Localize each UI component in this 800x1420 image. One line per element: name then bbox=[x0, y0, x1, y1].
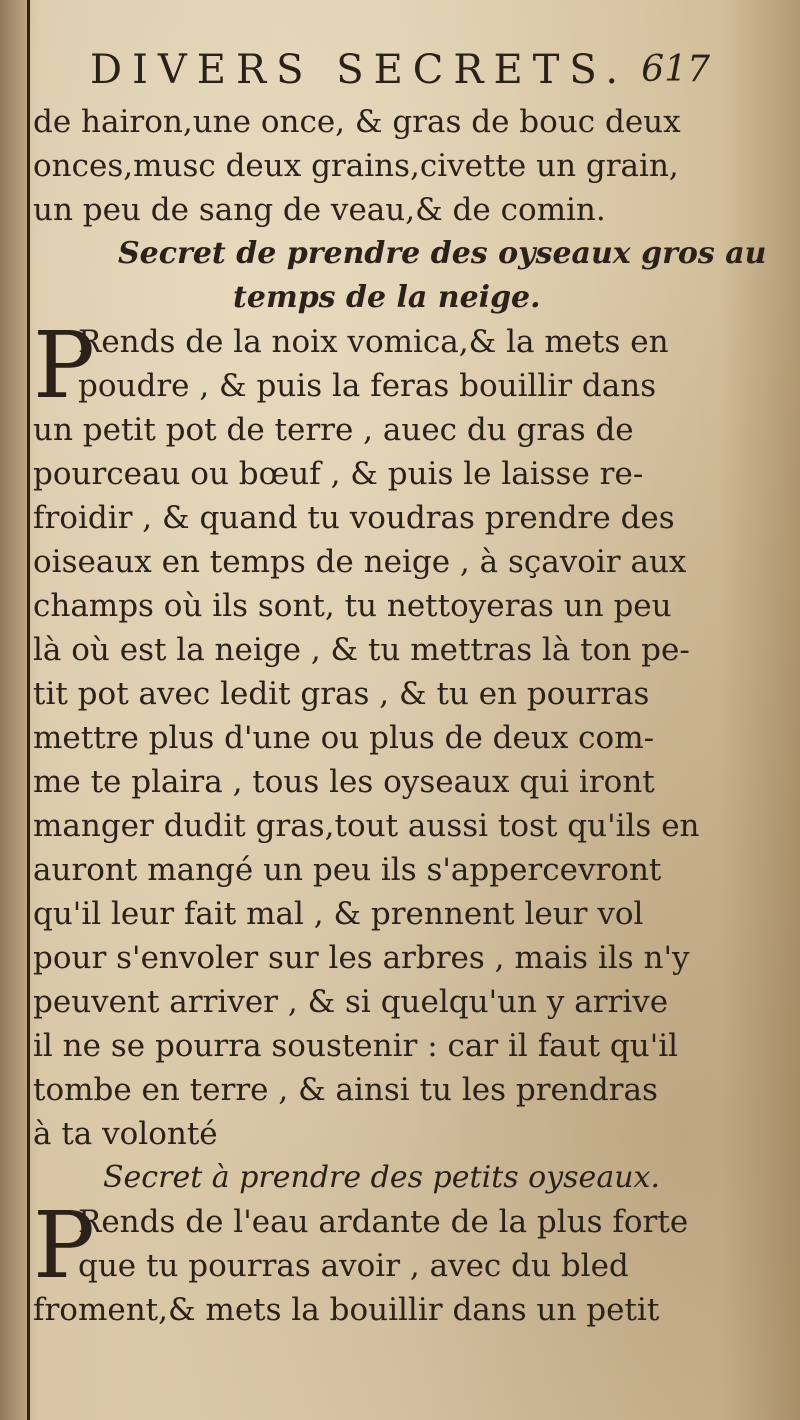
page-text bbox=[33, 100, 767, 1332]
text-line: me te plaira , tous les oyseaux qui iront bbox=[33, 764, 655, 800]
text-line: champs où ils sont, tu nettoyeras un peu bbox=[33, 588, 672, 624]
text-line: pour s'envoler sur les arbres , mais ils n'y bbox=[33, 940, 690, 976]
text-line: qu'il leur fait mal , & prennent leur vol bbox=[33, 896, 644, 932]
text-line: un peu de sang de veau,& de comin. bbox=[33, 192, 606, 228]
text-line: oiseaux en temps de neige , à sçavoir aux bbox=[33, 544, 687, 580]
text-line: Rends de la noix vomica,& la mets en bbox=[78, 324, 669, 360]
text-line: onces,musc deux grains,civette un grain, bbox=[33, 148, 679, 184]
text-line: manger dudit gras,tout aussi tost qu'ils en bbox=[33, 808, 700, 844]
text-line: que tu pourras avoir , avec du bled bbox=[78, 1248, 629, 1284]
text-line: auront mangé un peu ils s'appercevront bbox=[33, 852, 662, 888]
text-line: froidir , & quand tu voudras prendre des bbox=[33, 500, 675, 536]
text-line: là où est la neige , & tu mettras là ton pe- bbox=[33, 632, 690, 668]
section-title: Secret de prendre des oyseaux gros au bbox=[118, 236, 767, 271]
drop-cap: P bbox=[33, 1192, 95, 1299]
page-gutter bbox=[0, 0, 30, 1420]
text-line: mettre plus d'une ou plus de deux com- bbox=[33, 720, 655, 756]
paragraph-opening bbox=[33, 312, 688, 419]
text-line: Rends de l'eau ardante de la plus forte bbox=[78, 1204, 689, 1240]
text-line: de hairon,une once, & gras de bouc deux bbox=[33, 104, 681, 140]
text-line: froment,& mets la bouillir dans un petit bbox=[33, 1292, 660, 1328]
paragraph-opening bbox=[33, 1192, 689, 1299]
binding-edge bbox=[27, 0, 30, 1420]
text-line: poudre , & puis la feras bouillir dans bbox=[78, 368, 657, 404]
text-line: un petit pot de terre , auec du gras de bbox=[33, 412, 634, 448]
text-line: il ne se pourra soustenir : car il faut qu'il bbox=[33, 1028, 679, 1064]
page-number: 617 bbox=[641, 49, 710, 90]
text-line: peuvent arriver , & si quelqu'un y arrive bbox=[33, 984, 669, 1020]
page-header bbox=[90, 40, 710, 100]
drop-cap: P bbox=[33, 312, 95, 419]
text-line: tit pot avec ledit gras , & tu en pourras bbox=[33, 676, 650, 712]
running-head: DIVERS SECRETS. bbox=[90, 47, 629, 93]
text-line: pourceau ou bœuf , & puis le laisse re- bbox=[33, 456, 644, 492]
section-title-continued: temps de la neige. bbox=[233, 280, 541, 315]
text-line: à ta volonté bbox=[33, 1116, 218, 1152]
section-title: Secret à prendre des petits oyseaux. bbox=[103, 1160, 660, 1195]
text-line: tombe en terre , & ainsi tu les prendras bbox=[33, 1072, 658, 1108]
